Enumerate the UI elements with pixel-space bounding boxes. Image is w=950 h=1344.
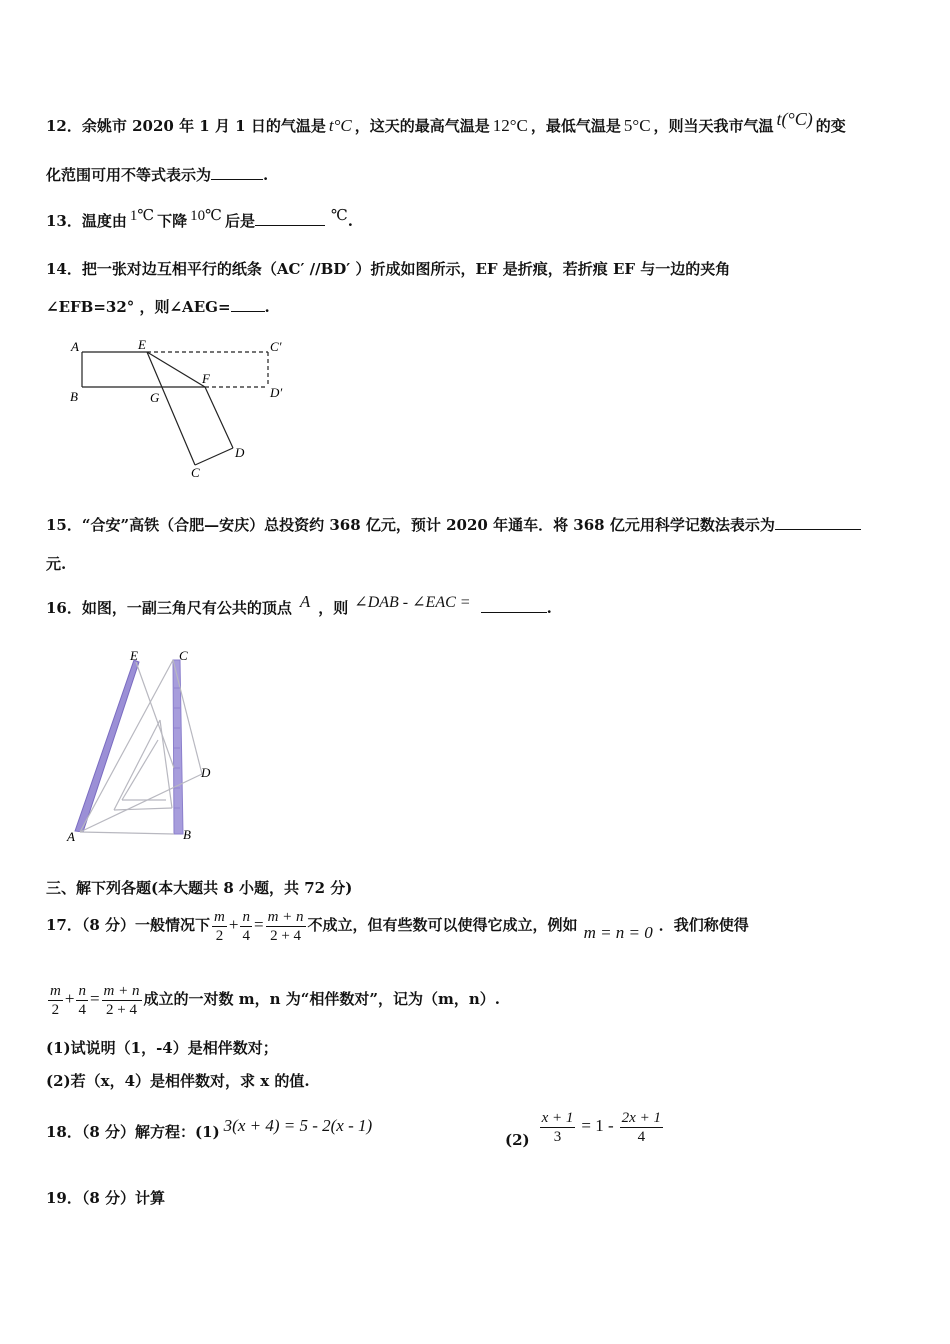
label-A: A bbox=[67, 829, 75, 844]
math-t: t°C bbox=[328, 116, 352, 135]
label-C: C bbox=[191, 465, 200, 480]
math-high: 12°C bbox=[492, 116, 528, 135]
q17-line1: 17．（8 分）一般情况下 $\frac{m}{2}$ + $\frac{n}{4}$ = $\frac{m + n}{2 + 4}$ 不成立，但有些数可以使得它成立，例如 m = n = 0 ．我们称使得 bbox=[46, 908, 749, 944]
math-unit: ℃ bbox=[330, 208, 348, 224]
label-C: C bbox=[179, 648, 188, 663]
section-3-heading: 三、解下列各题(本大题共 8 小题，共 72 分) bbox=[46, 879, 353, 897]
answer-blank[interactable] bbox=[481, 598, 547, 613]
q16-line: 16．如图，一副三角尺有公共的顶点 A ，则 ∠DAB - ∠EAC = . bbox=[46, 592, 552, 617]
q12-line2: 化范围可用不等式表示为 . bbox=[46, 166, 269, 184]
label-D-prime: D′ bbox=[270, 385, 283, 400]
q19-line: 19．（8 分）计算 bbox=[46, 1189, 166, 1207]
q15-line2: 元. bbox=[46, 555, 67, 573]
label-B: B bbox=[70, 389, 78, 404]
math-10c: 10℃ bbox=[190, 208, 222, 224]
fraction-2x-plus-1-over-4: $\frac{2x + 1}{4}$ bbox=[621, 1109, 661, 1145]
triangle-rulers-figure bbox=[62, 648, 222, 848]
q17-sub1: (1)试说明（1，-4）是相伴数对； bbox=[46, 1039, 278, 1057]
label-D: D bbox=[235, 445, 245, 460]
q15-line1: 15．“合安”高铁（合肥—安庆）总投资约 368 亿元，预计 2020 年通车．将 368 亿元用科学记数法表示为 bbox=[46, 515, 861, 535]
math-1c: 1℃ bbox=[129, 208, 155, 224]
fraction-n-over-4: $\frac{n}{4}$ bbox=[78, 982, 86, 1018]
q14-line1: 14．把一张对边互相平行的纸条（AC′ //BD′ ）折成如图所示，EF 是折痕，若折痕 EF 与一边的夹角 bbox=[46, 260, 731, 278]
fraction-x-plus-1-over-3: $\frac{x + 1}{3}$ bbox=[541, 1109, 574, 1145]
label-G: G bbox=[150, 390, 160, 405]
label-E: E bbox=[138, 337, 146, 352]
fraction-n-over-4: $\frac{n}{4}$ bbox=[242, 908, 250, 944]
q18-line: 18．（8 分）解方程：(1) 3(x + 4) = 5 - 2(x - 1) bbox=[46, 1116, 373, 1141]
math-t-paren: t(°C) bbox=[776, 109, 813, 129]
q17-line2: $\frac{m}{2}$ + $\frac{n}{4}$ = $\frac{m + n}{2 + 4}$ 成立的一对数 m，n 为“相伴数对”，记为（m，n）. bbox=[50, 982, 500, 1018]
q12-line1: 12．余姚市 2020 年 1 月 1 日的气温是 t°C ，这天的最高气温是 12°C ，最低气温是 5°C ，则当天我市气温 t(°C) 的变 bbox=[46, 109, 846, 135]
answer-blank[interactable] bbox=[255, 211, 325, 226]
q14-line2: ∠EFB=32° ，则∠AEG= . bbox=[46, 298, 270, 316]
fraction-m-over-2: $\frac{m}{2}$ bbox=[50, 982, 61, 1018]
fraction-sum: $\frac{m + n}{2 + 4}$ bbox=[103, 982, 140, 1018]
label-B: B bbox=[183, 827, 191, 842]
folded-strip-figure bbox=[60, 335, 300, 485]
answer-blank[interactable] bbox=[231, 297, 265, 312]
answer-blank[interactable] bbox=[211, 165, 263, 180]
math-example: m = n = 0 bbox=[583, 923, 653, 942]
fraction-sum: $\frac{m + n}{2 + 4}$ bbox=[267, 908, 304, 944]
math-point-A: A bbox=[299, 592, 311, 611]
label-A: A bbox=[71, 339, 79, 354]
q18-part2: (2) $\frac{x + 1}{3}$ = 1 - $\frac{2x + 1}{4}$ bbox=[505, 1109, 661, 1149]
math-low: 5°C bbox=[623, 116, 651, 135]
label-D: D bbox=[201, 765, 211, 780]
fraction-m-over-2: $\frac{m}{2}$ bbox=[214, 908, 225, 944]
math-equation-1: 3(x + 4) = 5 - 2(x - 1) bbox=[223, 1116, 373, 1135]
label-F: F bbox=[202, 371, 210, 386]
q13-line: 13．温度由 1℃ 下降 10℃ 后是 ℃. bbox=[46, 208, 353, 230]
q17-sub2: (2)若（x，4）是相伴数对，求 x 的值. bbox=[46, 1072, 310, 1090]
label-E: E bbox=[130, 648, 138, 663]
math-angle-expr: ∠DAB - ∠EAC = bbox=[354, 594, 471, 611]
answer-blank[interactable] bbox=[775, 515, 861, 530]
label-C-prime: C′ bbox=[270, 339, 282, 354]
